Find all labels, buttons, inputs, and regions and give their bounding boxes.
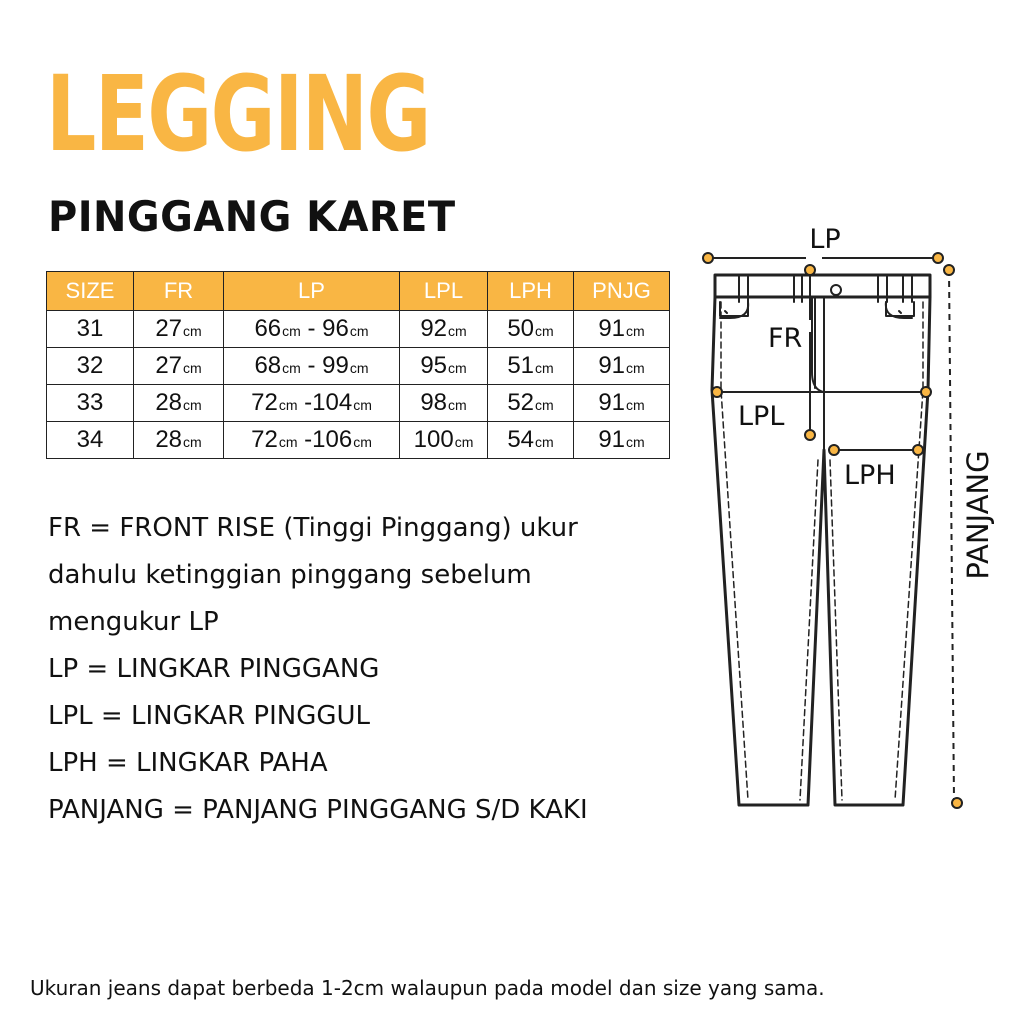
cell-unit: cm [353,397,372,413]
fr-point-bottom [805,430,815,440]
cell-unit: cm [535,360,554,376]
cell-unit: cm [349,360,369,376]
size-table [46,271,670,459]
cell-unit: cm [626,360,645,376]
cell-number: 96 [322,315,349,342]
cell-number: 100 [413,426,454,453]
fr-point-top [805,265,815,275]
legend [48,505,658,834]
cell-lpl [400,422,488,459]
cell-pnjg [574,422,670,459]
cell-number: 50 [507,315,535,342]
cell-unit: cm [626,397,645,413]
table-body [47,311,670,459]
header-lp: LP [224,272,400,311]
cell-separator: - [297,426,313,453]
table-row [47,385,670,422]
diagram-label-lp: LP [809,224,841,255]
cell-unit: cm [535,434,554,450]
cell-lph [488,311,574,348]
diagram-label-panjang: PANJANG [961,450,995,580]
lp-point-right [933,253,943,263]
legend-fr: FR = FRONT RISE (Tinggi Pinggang) ukur dahulu ketinggian pinggang sebelum mengukur LP [48,513,578,637]
cell-number: 52 [507,389,535,416]
footnote: Ukuran jeans dapat berbeda 1-2cm walaupun pada model dan size yang sama. [30,976,825,1000]
diagram-label-fr: FR [768,323,803,354]
cell-unit: cm [626,323,645,339]
panjang-point-top [944,265,954,275]
cell-number: 91 [598,426,626,453]
cell-number: 95 [420,352,448,379]
cell-unit: cm [282,360,301,376]
cell-pnjg [574,311,670,348]
cell-number: 91 [598,352,626,379]
cell-number: 27 [155,315,183,342]
cell-lp [224,311,400,348]
cell-unit: cm [183,323,202,339]
table-header-row [47,272,670,311]
cell-fr [134,348,224,385]
cell-unit: cm [183,360,202,376]
table-row [47,311,670,348]
lp-point-left [703,253,713,263]
cell-number: 99 [322,352,349,379]
cell-number: 51 [507,352,535,379]
cell-unit: cm [183,397,202,413]
page-subtitle: PINGGANG KARET [48,192,456,241]
cell-lph [488,348,574,385]
cell-unit: cm [278,434,298,450]
cell-number: 72 [251,426,278,453]
header-lph: LPH [488,272,574,311]
lpl-point-left [712,387,722,397]
cell-separator: - [297,389,313,416]
cell-unit: cm [349,323,369,339]
pants-outline [712,275,930,805]
cell-number: 91 [598,315,626,342]
lpl-point-right [921,387,931,397]
cell-number: 98 [420,389,448,416]
cell-number: 106 [312,426,353,453]
cell-size: 34 [47,422,134,459]
legend-lp: LP = LINGKAR PINGGANG [48,654,380,684]
diagram-labels [738,224,995,580]
legend-lph: LPH = LINGKAR PAHA [48,748,328,778]
page-title: LEGGING [46,53,430,175]
cell-unit: cm [535,397,554,413]
cell-unit: cm [626,434,645,450]
pants-measurement-diagram [690,220,995,820]
cell-size: 33 [47,385,134,422]
cell-fr [134,422,224,459]
cell-unit: cm [278,397,298,413]
header-pnjg: PNJG [574,272,670,311]
cell-separator: - [300,352,323,379]
panjang-point-bottom [952,798,962,808]
table-row [47,422,670,459]
cell-number: 92 [420,315,448,342]
cell-lph [488,385,574,422]
cell-lph [488,422,574,459]
cell-number: 28 [155,426,183,453]
cell-size: 32 [47,348,134,385]
cell-lpl [400,348,488,385]
cell-unit: cm [183,434,202,450]
cell-lp [224,348,400,385]
cell-lp [224,385,400,422]
cell-unit: cm [282,323,301,339]
cell-unit: cm [353,434,372,450]
cell-number: 27 [155,352,183,379]
cell-unit: cm [535,323,554,339]
cell-number: 104 [312,389,353,416]
cell-lp [224,422,400,459]
cell-pnjg [574,348,670,385]
legend-panjang: PANJANG = PANJANG PINGGANG S/D KAKI [48,795,588,825]
cell-unit: cm [448,397,467,413]
cell-number: 72 [251,389,278,416]
table-row [47,348,670,385]
diagram-label-lph: LPH [844,460,896,491]
cell-number: 54 [507,426,535,453]
cell-number: 68 [254,352,282,379]
header-lpl: LPL [400,272,488,311]
header-fr: FR [134,272,224,311]
legend-lpl: LPL = LINGKAR PINGGUL [48,701,371,731]
cell-pnjg [574,385,670,422]
cell-number: 66 [254,315,282,342]
cell-unit: cm [454,434,474,450]
cell-fr [134,311,224,348]
cell-lpl [400,385,488,422]
lph-point-right [913,445,923,455]
header-size: SIZE [47,272,134,311]
cell-number: 91 [598,389,626,416]
cell-number: 28 [155,389,183,416]
cell-fr [134,385,224,422]
cell-separator: - [300,315,323,342]
cell-size: 31 [47,311,134,348]
cell-unit: cm [448,360,467,376]
cell-unit: cm [448,323,467,339]
diagram-label-lpl: LPL [738,401,785,432]
cell-lpl [400,311,488,348]
lph-point-left [829,445,839,455]
